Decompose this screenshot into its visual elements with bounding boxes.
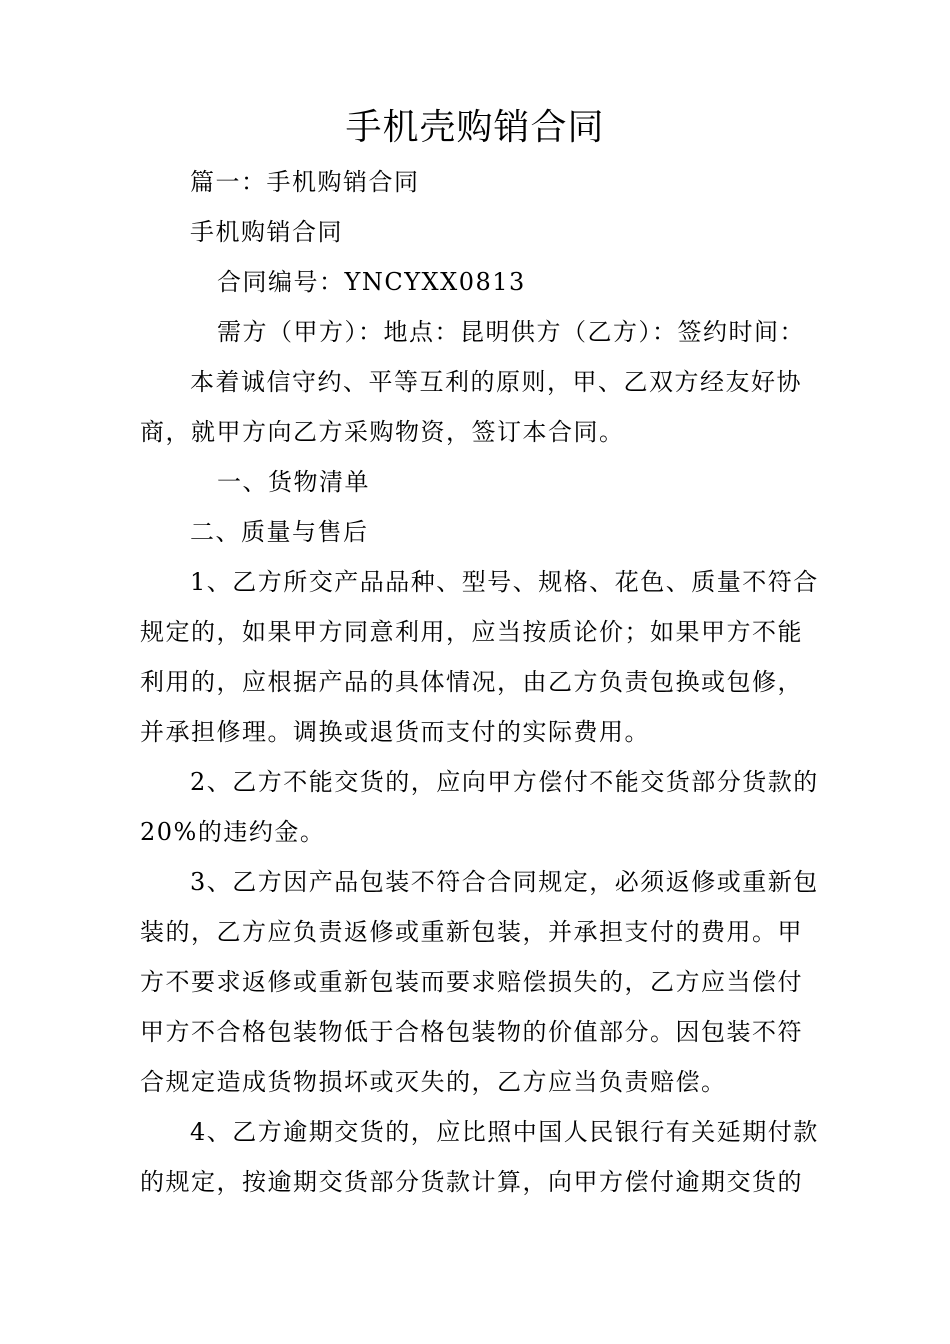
contract-number: 合同编号：YNCYXX0813	[217, 268, 526, 296]
paragraph-line: 方不要求返修或重新包装而要求赔偿损失的，乙方应当偿付	[140, 968, 803, 996]
section-heading-goods-list: 一、货物清单	[217, 468, 370, 496]
paragraph-line: 4、乙方逾期交货的，应比照中国人民银行有关延期付款	[190, 1118, 819, 1146]
section-heading-part-one: 篇一：手机购销合同	[190, 168, 420, 196]
contract-subtitle: 手机购销合同	[190, 218, 343, 246]
paragraph-line: 利用的，应根据产品的具体情况，由乙方负责包换或包修，	[140, 668, 803, 696]
paragraph-line: 1、乙方所交产品品种、型号、规格、花色、质量不符合	[190, 568, 819, 596]
paragraph-line: 3、乙方因产品包装不符合合同规定，必须返修或重新包	[190, 868, 819, 896]
section-heading-quality: 二、质量与售后	[190, 518, 369, 546]
paragraph-line: 2、乙方不能交货的，应向甲方偿付不能交货部分货款的	[190, 768, 819, 796]
document-title: 手机壳购销合同	[345, 107, 605, 148]
paragraph-line: 商，就甲方向乙方采购物资，签订本合同。	[140, 418, 625, 446]
paragraph-line: 规定的，如果甲方同意利用，应当按质论价；如果甲方不能	[140, 618, 803, 646]
paragraph-line: 甲方不合格包装物低于合格包装物的价值部分。因包装不符	[140, 1018, 803, 1046]
paragraph-line: 并承担修理。调换或退货而支付的实际费用。	[140, 718, 650, 746]
paragraph-line: 的规定，按逾期交货部分货款计算，向甲方偿付逾期交货的	[140, 1168, 803, 1196]
paragraph-line: 装的，乙方应负责返修或重新包装，并承担支付的费用。甲	[140, 918, 803, 946]
paragraph-line: 本着诚信守约、平等互利的原则，甲、乙双方经友好协	[190, 368, 802, 396]
paragraph-line: 合规定造成货物损坏或灭失的，乙方应当负责赔偿。	[140, 1068, 727, 1096]
parties-line: 需方（甲方）：地点：昆明供方（乙方）：签约时间：	[217, 318, 805, 346]
paragraph-line: 20%的违约金。	[140, 818, 326, 846]
